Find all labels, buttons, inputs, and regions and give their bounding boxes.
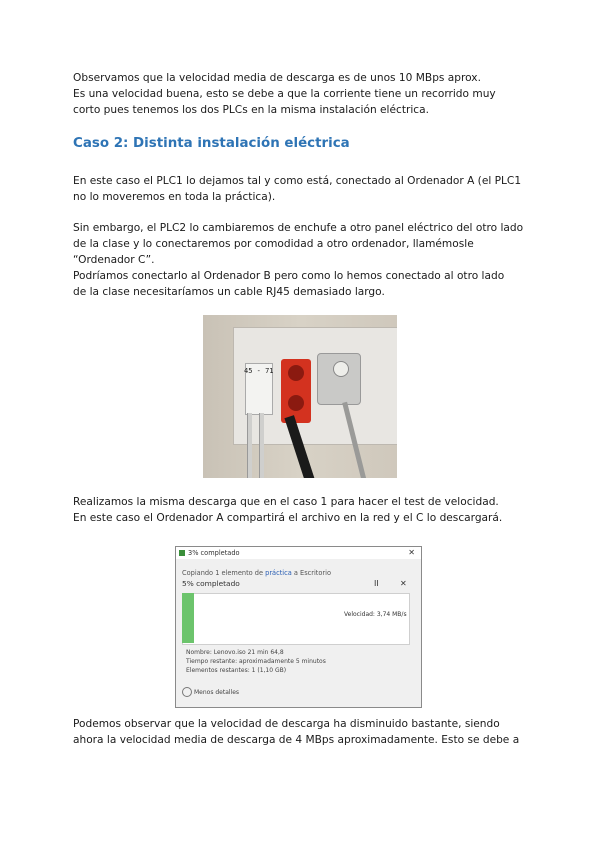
progress-percent: 5% completado [182, 579, 240, 588]
chevron-up-icon[interactable] [182, 687, 192, 697]
info-line: Elementos restantes: 1 (1,10 GB) [186, 667, 287, 674]
network-cable [247, 413, 252, 478]
text-line: ahora la velocidad media de descarga de 4 MBps aproximadamente. Esto se debe a [73, 734, 520, 746]
paragraph-intro [73, 70, 533, 118]
text-line: “Ordenador C”. [73, 254, 155, 266]
paragraph-conclusion [73, 716, 533, 748]
info-line: Tiempo restante: aproximadamente 5 minutos [186, 658, 326, 665]
copy-progress-dialog [175, 546, 422, 708]
speed-graph-fill [182, 593, 194, 643]
text-line: de la clase necesitaríamos un cable RJ45 demasiado largo. [73, 286, 385, 298]
source-link[interactable]: práctica [265, 569, 292, 577]
text-line: En este caso el Ordenador A compartirá el archivo en la red y el C lo descargará. [73, 512, 503, 524]
text-line: no lo moveremos en toda la práctica). [73, 191, 276, 203]
text-line: En este caso el PLC1 lo dejamos tal y como está, conectado al Ordenador A (el PLC1 [73, 175, 522, 187]
speed-graph [182, 593, 410, 645]
pause-icon[interactable]: II [374, 579, 379, 588]
info-line: Nombre: Lenovo.iso 21 min 64,8 [186, 649, 284, 656]
progress-icon [179, 550, 185, 556]
section-heading: Caso 2: Distinta instalación eléctrica [73, 136, 350, 151]
text-line: Podemos observar que la velocidad de descarga ha disminuido bastante, siendo [73, 718, 500, 730]
text-line: Observamos que la velocidad media de descarga es de unos 10 MBps aprox. [73, 72, 481, 84]
less-details-link[interactable]: Menos detalles [194, 689, 240, 696]
network-cable [259, 413, 264, 478]
socket-label: 45 - 71 [244, 367, 274, 375]
copy-suffix: a Escritorio [291, 569, 331, 577]
text-line: Sin embargo, el PLC2 lo cambiaremos de enchufe a otro panel eléctrico del otro lado [73, 222, 524, 234]
text-line: Es una velocidad buena, esto se debe a que la corriente tiene un recorrido muy [73, 88, 496, 100]
paragraph-download-test [73, 494, 533, 526]
speed-readout: Velocidad: 3,74 MB/s [344, 611, 407, 618]
socket-hole [288, 395, 304, 411]
socket-hole [288, 365, 304, 381]
close-icon[interactable]: ✕ [408, 548, 415, 557]
text-line: Realizamos la misma descarga que en el caso 1 para hacer el test de velocidad. [73, 496, 499, 508]
dialog-title: 3% completado [188, 549, 240, 557]
wall-socket-photo [203, 315, 397, 478]
plc-indicator [333, 361, 349, 377]
copy-description [182, 569, 331, 577]
cancel-icon[interactable]: ✕ [400, 579, 407, 588]
paragraph-plc1 [73, 173, 533, 205]
text-line: de la clase y lo conectaremos por comodidad a otro ordenador, llamémosle [73, 238, 474, 250]
copy-prefix: Copiando 1 elemento de [182, 569, 266, 577]
text-line: corto pues tenemos los dos PLCs en la misma instalación eléctrica. [73, 104, 429, 116]
paragraph-plc2 [73, 220, 533, 300]
text-line: Podríamos conectarlo al Ordenador B pero como lo hemos conectado al otro lado [73, 270, 505, 282]
